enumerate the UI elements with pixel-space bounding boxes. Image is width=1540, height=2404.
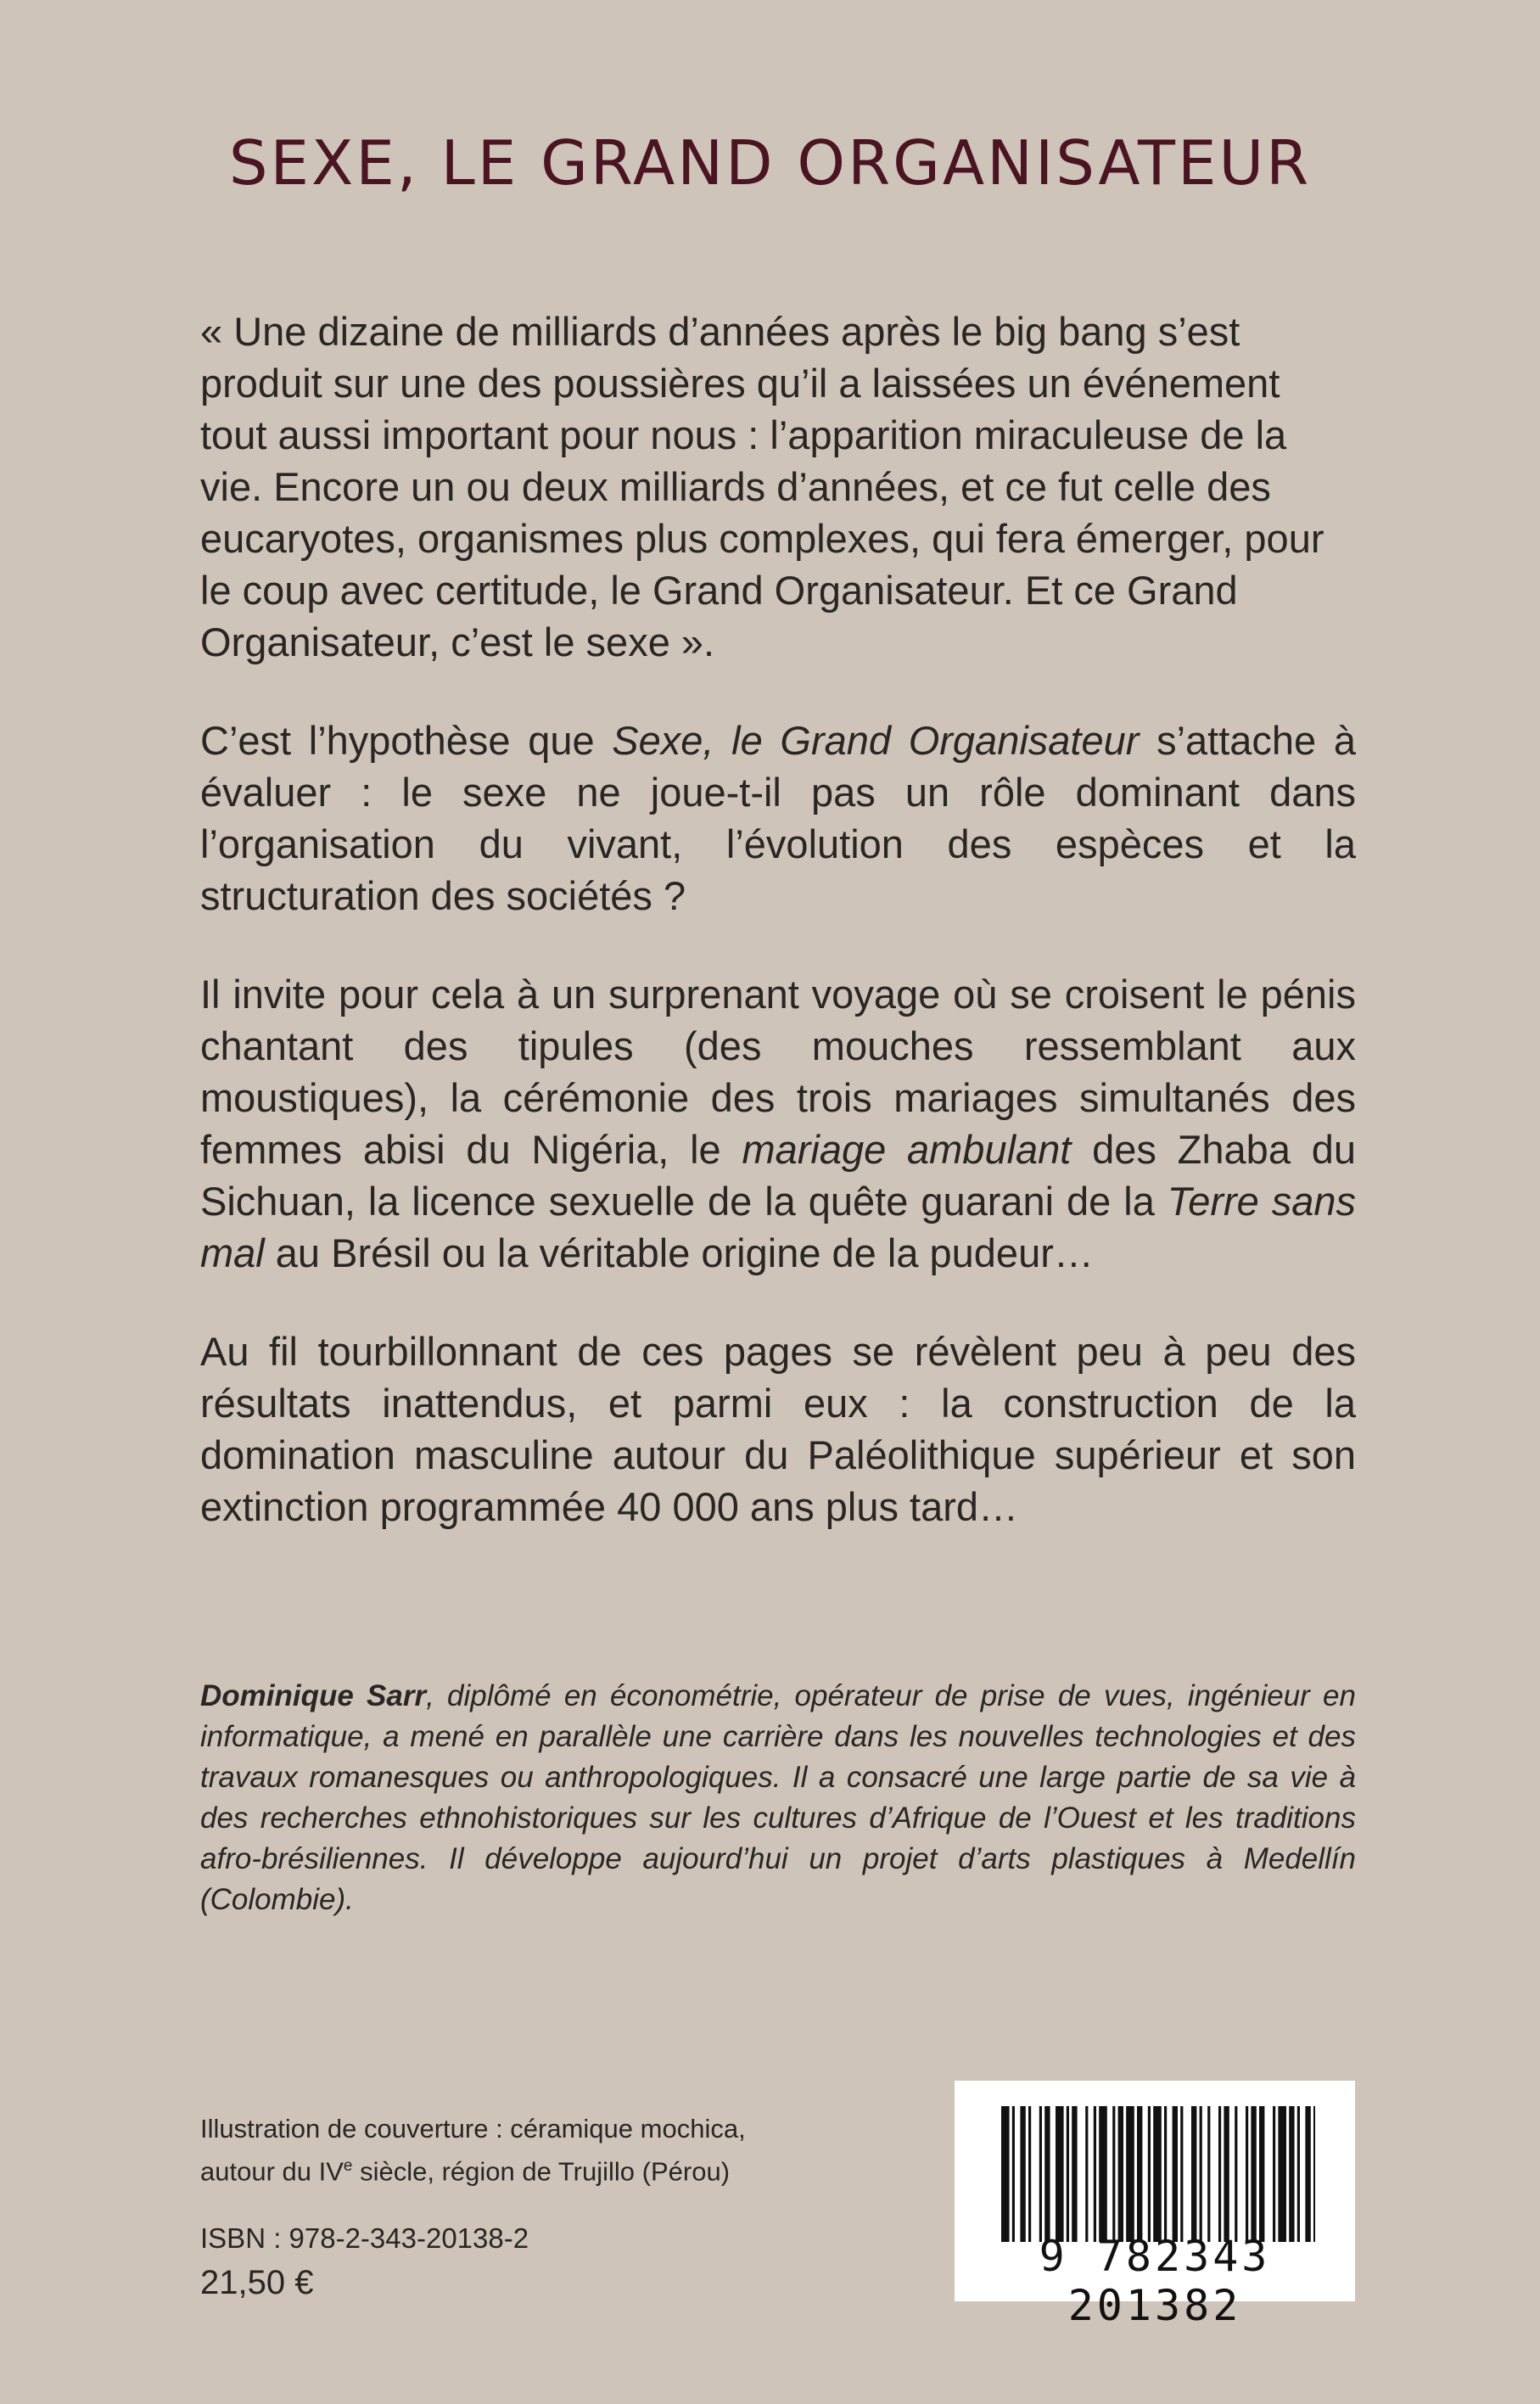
blurb	[200, 305, 1356, 1579]
blurb-paragraph-2	[200, 714, 1356, 922]
credits-text: siècle, région de Trujillo (Pérou)	[352, 2156, 731, 2187]
blurb-paragraph-4: Au fil tourbillonnant de ces pages se révèlent peu à peu des résultats inattendus, et parmi eux : la construction de la domination masculine autour du Paléolithique supérieur et son extinction programmée 40 000 ans plus tard…	[200, 1329, 1356, 1529]
blurb-text: C’est l’hypothèse que	[200, 718, 613, 763]
barcode	[955, 2081, 1355, 2330]
blurb-italic: mariage ambulant	[742, 1127, 1072, 1172]
blurb-paragraph-3	[200, 968, 1356, 1279]
blurb-text: s’attache à évaluer : le sexe ne joue-t-il pas un rôle dominant dans l’organisation du vivant, l’évolution des espèces et la structuration des sociétés ?	[200, 718, 1357, 918]
author-bio	[200, 1676, 1356, 1920]
barcode-digits: 9 782343 201382	[1039, 2232, 1271, 2330]
credits-line-1: Illustration de couverture : céramique mochica,	[200, 2114, 746, 2143]
book-title: SEXE, LE GRAND ORGANISATEUR	[228, 127, 1312, 199]
author-name: Dominique Sarr	[200, 1679, 427, 1712]
blurb-italic: Terre sans mal	[200, 1179, 1356, 1275]
blurb-text: des Zhaba du Sichuan, la licence sexuelle de la quête guarani de la	[200, 1127, 1356, 1224]
barcode-bars-icon	[1001, 2106, 1315, 2242]
price: 21,50 €	[200, 2264, 314, 2301]
credits-line-2	[200, 2148, 794, 2190]
blurb-paragraph-1: « Une dizaine de milliards d’années après le big bang s’est produit sur une des poussières qu’il a laissées un événement tout aussi important pour nous : l’apparition miraculeuse de la vie. Encore un ou deux milliards d’années, et ce fut celle des eucaryotes, organismes plus complexes, qui fera émerger, pour le coup avec certitude, le Grand Organisateur. Et ce Grand Organisateur, c’est le sexe ».	[200, 309, 1324, 664]
cover-credits	[200, 2110, 794, 2190]
credits-text: autour du IV	[200, 2156, 344, 2187]
book-title-italic: Sexe, le Grand Organisateur	[612, 718, 1140, 763]
blurb-text: Il invite pour cela à un surprenant voyage où se croisent le pénis chantant des tipules (des mouches ressemblant aux moustiques), la cérémonie des trois mariages simultanés des femmes abisi du Nigéria, le	[200, 972, 1356, 1172]
isbn: ISBN : 978-2-343-20138-2	[200, 2222, 529, 2254]
author-bio-text: , diplômé en économétrie, opérateur de prise de vues, ingénieur en informatique, a mené en parallèle une carrière dans les nouvelles technologies et des travaux romanesques ou anthropologiques. Il a consacré une large partie de sa vie à des recherches ethnohistoriques sur les cultures d’Afrique de l’Ouest et les traditions afro-brésiliennes. Il développe aujourd’hui un projet d’arts plastiques à Medellín (Colombie).	[200, 1679, 1356, 1916]
blurb-text: au Brésil ou la véritable origine de la pudeur…	[264, 1230, 1094, 1275]
credits-superscript: e	[343, 2157, 353, 2175]
